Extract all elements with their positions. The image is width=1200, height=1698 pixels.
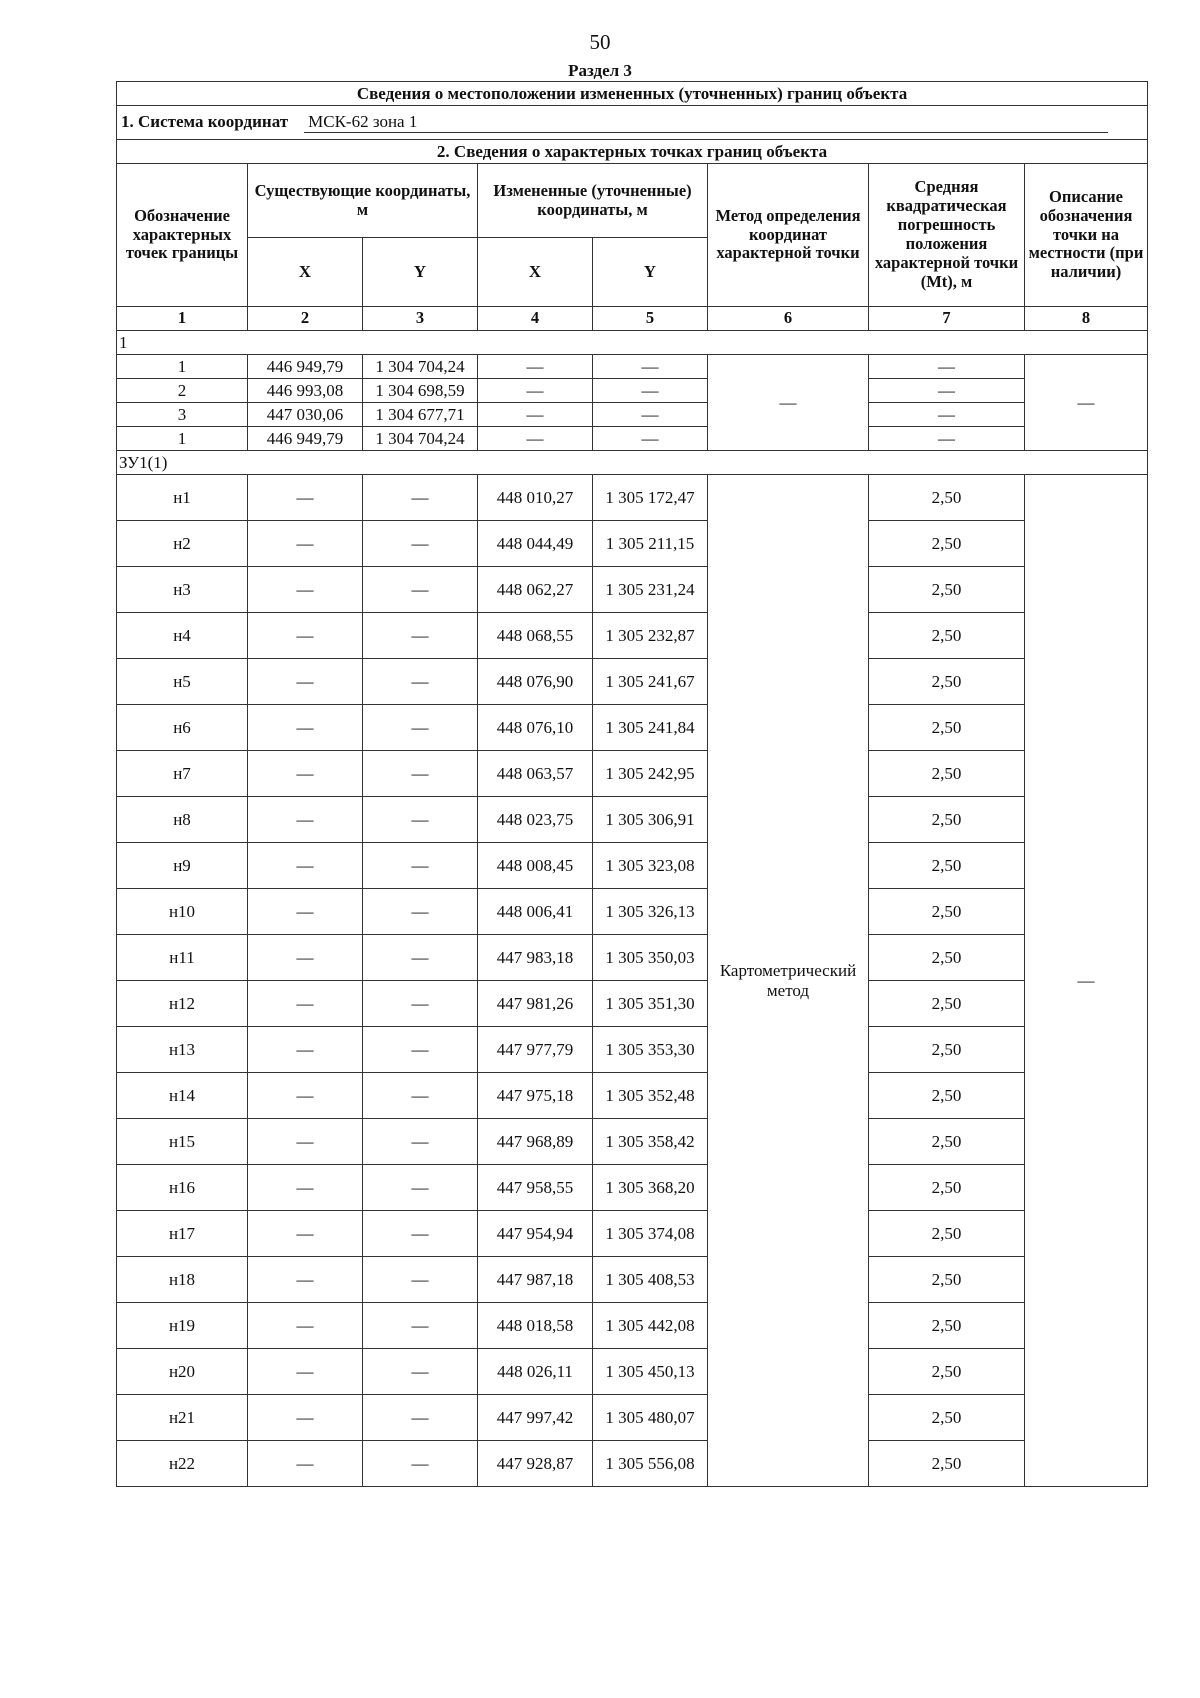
existing-x: — (248, 1395, 363, 1441)
table-row (117, 1349, 1148, 1395)
accuracy-mt: 2,50 (869, 843, 1025, 889)
changed-y: 1 305 442,08 (593, 1303, 708, 1349)
changed-y: 1 305 352,48 (593, 1073, 708, 1119)
table-row (117, 705, 1148, 751)
table-row (117, 521, 1148, 567)
point-designation: н16 (117, 1165, 248, 1211)
changed-y: 1 305 480,07 (593, 1395, 708, 1441)
existing-x: — (248, 797, 363, 843)
col-number: 4 (478, 307, 593, 331)
existing-x: — (248, 889, 363, 935)
changed-x: 448 044,49 (478, 521, 593, 567)
changed-y: 1 305 242,95 (593, 751, 708, 797)
point-designation: н9 (117, 843, 248, 889)
changed-x: 448 026,11 (478, 1349, 593, 1395)
table-row (117, 1303, 1148, 1349)
existing-y: — (363, 797, 478, 843)
accuracy-mt: 2,50 (869, 1027, 1025, 1073)
table-row (117, 1395, 1148, 1441)
accuracy-mt: 2,50 (869, 935, 1025, 981)
existing-x: — (248, 1349, 363, 1395)
existing-y: — (363, 935, 478, 981)
method-cell: — (708, 355, 869, 451)
point-designation: н21 (117, 1395, 248, 1441)
changed-x: — (478, 355, 593, 379)
changed-x: 448 068,55 (478, 613, 593, 659)
existing-y: — (363, 1211, 478, 1257)
existing-y: 1 304 698,59 (363, 379, 478, 403)
point-designation: н15 (117, 1119, 248, 1165)
changed-y: 1 305 231,24 (593, 567, 708, 613)
table-row (117, 1441, 1148, 1487)
table-row (117, 403, 1148, 427)
existing-y: 1 304 704,24 (363, 427, 478, 451)
group-label-row (117, 331, 1148, 355)
header-description: Описание обозначения точки на местности (при наличии) (1025, 164, 1148, 307)
existing-x: 446 949,79 (248, 355, 363, 379)
existing-x: — (248, 521, 363, 567)
changed-y: 1 305 368,20 (593, 1165, 708, 1211)
existing-x: — (248, 1441, 363, 1487)
point-designation: н19 (117, 1303, 248, 1349)
changed-x: 447 954,94 (478, 1211, 593, 1257)
existing-y: — (363, 475, 478, 521)
description-cell: — (1025, 355, 1148, 451)
changed-y: 1 305 556,08 (593, 1441, 708, 1487)
point-designation: 2 (117, 379, 248, 403)
changed-x: 447 975,18 (478, 1073, 593, 1119)
existing-y: — (363, 1165, 478, 1211)
changed-y: 1 305 353,30 (593, 1027, 708, 1073)
table-row (117, 935, 1148, 981)
changed-x: — (478, 379, 593, 403)
existing-y: — (363, 521, 478, 567)
coord-system-value: МСК-62 зона 1 (304, 112, 1108, 133)
accuracy-mt: 2,50 (869, 475, 1025, 521)
table-row (117, 567, 1148, 613)
table-row (117, 1027, 1148, 1073)
changed-x: 447 987,18 (478, 1257, 593, 1303)
point-designation: н10 (117, 889, 248, 935)
existing-x: — (248, 705, 363, 751)
point-designation: н5 (117, 659, 248, 705)
changed-y: — (593, 379, 708, 403)
existing-y: — (363, 751, 478, 797)
accuracy-mt: 2,50 (869, 1119, 1025, 1165)
coord-system-label: 1. Система координат (121, 112, 289, 132)
existing-y: — (363, 659, 478, 705)
changed-x: 447 968,89 (478, 1119, 593, 1165)
existing-y: — (363, 613, 478, 659)
coord-system-row (117, 106, 1148, 140)
accuracy-mt: 2,50 (869, 567, 1025, 613)
existing-x: — (248, 981, 363, 1027)
accuracy-mt: 2,50 (869, 751, 1025, 797)
existing-y: — (363, 1349, 478, 1395)
point-designation: н20 (117, 1349, 248, 1395)
accuracy-mt: 2,50 (869, 1395, 1025, 1441)
header-changed-y: Y (593, 238, 708, 307)
changed-x: 448 076,90 (478, 659, 593, 705)
table-row (117, 1257, 1148, 1303)
table-row (117, 1211, 1148, 1257)
existing-y: — (363, 1027, 478, 1073)
existing-y: — (363, 889, 478, 935)
changed-x: 448 008,45 (478, 843, 593, 889)
accuracy-mt: 2,50 (869, 521, 1025, 567)
group-label: 1 (117, 331, 1148, 355)
accuracy-mt: 2,50 (869, 1165, 1025, 1211)
changed-x: 448 006,41 (478, 889, 593, 935)
accuracy-mt: 2,50 (869, 1303, 1025, 1349)
accuracy-mt: 2,50 (869, 981, 1025, 1027)
point-designation: н8 (117, 797, 248, 843)
method-cell: Картометрический метод (708, 475, 869, 1487)
header-changed-coords: Измененные (уточненные) координаты, м (478, 164, 708, 238)
changed-y: 1 305 323,08 (593, 843, 708, 889)
table-row (117, 659, 1148, 705)
changed-y: 1 305 326,13 (593, 889, 708, 935)
point-designation: н18 (117, 1257, 248, 1303)
existing-y: 1 304 677,71 (363, 403, 478, 427)
boundary-points-table (116, 81, 1148, 1487)
accuracy-mt: — (869, 427, 1025, 451)
col-number: 7 (869, 307, 1025, 331)
group-label-row (117, 451, 1148, 475)
header-method: Метод определения координат характерной точки (708, 164, 869, 307)
accuracy-mt: 2,50 (869, 1211, 1025, 1257)
changed-y: 1 305 232,87 (593, 613, 708, 659)
existing-y: — (363, 567, 478, 613)
existing-y: — (363, 843, 478, 889)
existing-x: — (248, 1165, 363, 1211)
table-row (117, 355, 1148, 379)
table-row (117, 843, 1148, 889)
point-designation: н1 (117, 475, 248, 521)
changed-y: — (593, 355, 708, 379)
changed-y: 1 305 211,15 (593, 521, 708, 567)
changed-x: 448 010,27 (478, 475, 593, 521)
point-designation: 1 (117, 427, 248, 451)
existing-x: — (248, 1211, 363, 1257)
changed-y: 1 305 450,13 (593, 1349, 708, 1395)
col-number: 8 (1025, 307, 1148, 331)
table-row (117, 981, 1148, 1027)
header-accuracy: Средняя квадратическая погрешность положения характерной точки (Mt), м (869, 164, 1025, 307)
existing-x: 446 993,08 (248, 379, 363, 403)
accuracy-mt: 2,50 (869, 889, 1025, 935)
existing-y: — (363, 1119, 478, 1165)
table-row (117, 427, 1148, 451)
changed-x: 447 983,18 (478, 935, 593, 981)
changed-x: 447 977,79 (478, 1027, 593, 1073)
existing-y: — (363, 1395, 478, 1441)
changed-y: 1 305 241,84 (593, 705, 708, 751)
changed-y: — (593, 403, 708, 427)
changed-x: 448 062,27 (478, 567, 593, 613)
table-title: Сведения о местоположении измененных (уточненных) границ объекта (117, 82, 1148, 106)
table-row (117, 1073, 1148, 1119)
changed-x: 447 981,26 (478, 981, 593, 1027)
changed-x: 447 958,55 (478, 1165, 593, 1211)
accuracy-mt: 2,50 (869, 705, 1025, 751)
existing-x: — (248, 659, 363, 705)
existing-y: 1 304 704,24 (363, 355, 478, 379)
changed-y: — (593, 427, 708, 451)
existing-x: — (248, 935, 363, 981)
point-designation: н11 (117, 935, 248, 981)
existing-x: 446 949,79 (248, 427, 363, 451)
accuracy-mt: 2,50 (869, 1257, 1025, 1303)
table-row (117, 797, 1148, 843)
col-number: 3 (363, 307, 478, 331)
point-designation: н6 (117, 705, 248, 751)
section-title: Раздел 3 (568, 61, 632, 80)
header-changed-x: X (478, 238, 593, 307)
point-designation: н22 (117, 1441, 248, 1487)
point-designation: н7 (117, 751, 248, 797)
accuracy-mt: — (869, 379, 1025, 403)
existing-x: — (248, 1027, 363, 1073)
points-section-title: 2. Сведения о характерных точках границ объекта (117, 140, 1148, 164)
page-number: 50 (589, 30, 611, 54)
table-row (117, 475, 1148, 521)
point-designation: н4 (117, 613, 248, 659)
col-number: 2 (248, 307, 363, 331)
changed-y: 1 305 374,08 (593, 1211, 708, 1257)
changed-x: 448 023,75 (478, 797, 593, 843)
existing-x: — (248, 751, 363, 797)
header-designation: Обозначение характерных точек границы (117, 164, 248, 307)
table-row (117, 613, 1148, 659)
header-existing-x: X (248, 238, 363, 307)
accuracy-mt: 2,50 (869, 1441, 1025, 1487)
changed-y: 1 305 306,91 (593, 797, 708, 843)
point-designation: 3 (117, 403, 248, 427)
existing-x: — (248, 1303, 363, 1349)
existing-x: — (248, 1257, 363, 1303)
accuracy-mt: 2,50 (869, 613, 1025, 659)
point-designation: н13 (117, 1027, 248, 1073)
col-number: 5 (593, 307, 708, 331)
changed-y: 1 305 408,53 (593, 1257, 708, 1303)
changed-x: — (478, 403, 593, 427)
accuracy-mt: — (869, 403, 1025, 427)
existing-x: — (248, 613, 363, 659)
changed-y: 1 305 358,42 (593, 1119, 708, 1165)
existing-y: — (363, 1441, 478, 1487)
existing-y: — (363, 981, 478, 1027)
existing-x: — (248, 1119, 363, 1165)
col-number: 1 (117, 307, 248, 331)
table-row (117, 751, 1148, 797)
description-cell: — (1025, 475, 1148, 1487)
header-existing-y: Y (363, 238, 478, 307)
point-designation: н14 (117, 1073, 248, 1119)
accuracy-mt: 2,50 (869, 659, 1025, 705)
header-existing-coords: Существующие координаты, м (248, 164, 478, 238)
table-row (117, 1165, 1148, 1211)
table-row (117, 1119, 1148, 1165)
point-designation: н2 (117, 521, 248, 567)
existing-y: — (363, 1303, 478, 1349)
table-row (117, 379, 1148, 403)
changed-y: 1 305 241,67 (593, 659, 708, 705)
accuracy-mt: 2,50 (869, 1073, 1025, 1119)
col-number: 6 (708, 307, 869, 331)
existing-y: — (363, 705, 478, 751)
changed-x: 448 018,58 (478, 1303, 593, 1349)
existing-x: 447 030,06 (248, 403, 363, 427)
accuracy-mt: 2,50 (869, 1349, 1025, 1395)
accuracy-mt: — (869, 355, 1025, 379)
accuracy-mt: 2,50 (869, 797, 1025, 843)
existing-x: — (248, 1073, 363, 1119)
changed-x: 448 076,10 (478, 705, 593, 751)
table-row (117, 889, 1148, 935)
point-designation: н3 (117, 567, 248, 613)
existing-x: — (248, 567, 363, 613)
changed-x: — (478, 427, 593, 451)
group-label: ЗУ1(1) (117, 451, 1148, 475)
changed-x: 447 928,87 (478, 1441, 593, 1487)
changed-y: 1 305 172,47 (593, 475, 708, 521)
point-designation: н17 (117, 1211, 248, 1257)
existing-x: — (248, 475, 363, 521)
point-designation: 1 (117, 355, 248, 379)
changed-x: 447 997,42 (478, 1395, 593, 1441)
point-designation: н12 (117, 981, 248, 1027)
changed-y: 1 305 350,03 (593, 935, 708, 981)
changed-y: 1 305 351,30 (593, 981, 708, 1027)
existing-x: — (248, 843, 363, 889)
existing-y: — (363, 1073, 478, 1119)
existing-y: — (363, 1257, 478, 1303)
changed-x: 448 063,57 (478, 751, 593, 797)
